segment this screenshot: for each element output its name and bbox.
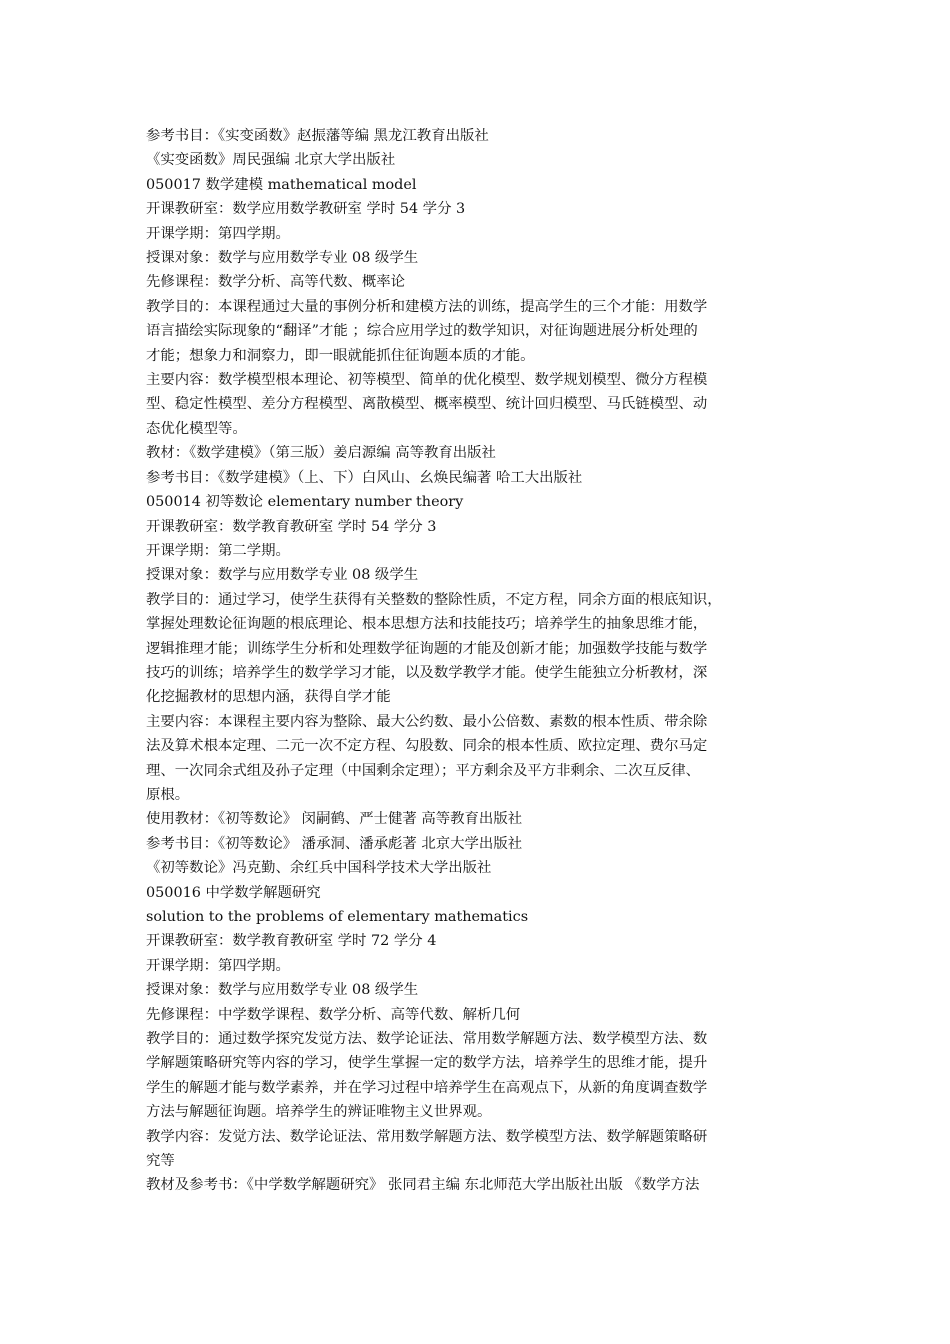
text-line: 参考书目：《初等数论》 潘承洞、潘承彪著 北京大学出版社 (146, 835, 523, 852)
text-line: 主要内容：本课程主要内容为整除、最大公约数、最小公倍数、素数的根本性质、带余除 (146, 713, 708, 730)
text-line: 开课学期：第二学期。 (146, 542, 290, 559)
text-line: 教学目的：本课程通过大量的事例分析和建模方法的训练，提高学生的三个才能：用数学 (146, 298, 708, 315)
text-line: 型、稳定性模型、差分方程模型、离散模型、概率模型、统计回归模型、马氏链模型、动 (146, 396, 708, 413)
text-line: 先修课程：数学分析、高等代数、概率论 (146, 274, 406, 291)
course-heading: 050017 数学建模 mathematical model (146, 176, 417, 193)
course-heading-english: solution to the problems of elementary mathematics (146, 909, 529, 925)
text-line: 参考书目：《实变函数》赵振藩等编 黑龙江教育出版社 (146, 128, 489, 144)
text-line: 原根。 (146, 786, 190, 803)
text-line: 方法与解题征询题。培养学生的辨证唯物主义世界观。 (146, 1104, 492, 1121)
text-line: 开课学期：第四学期。 (146, 957, 290, 974)
text-line: 学生的解题才能与数学素养，并在学习过程中培养学生在高观点下，从新的角度调查数学 (146, 1079, 708, 1096)
text-line: 主要内容：数学模型根本理论、初等模型、简单的优化模型、数学规划模型、微分方程模 (146, 372, 708, 389)
text-line: 《初等数论》冯克勤、余红兵中国科学技术大学出版社 (146, 860, 492, 877)
text-line: 开课学期：第四学期。 (146, 225, 290, 242)
text-line: 参考书目：《数学建模》（上、下）白风山、幺焕民编著 哈工大出版社 (146, 469, 583, 486)
text-line: 掌握处理数论征询题的根底理论、根本思想方法和技能技巧；培养学生的抽象思维才能， (146, 616, 708, 633)
text-line: 理、一次同余式组及孙子定理（中国剩余定理）；平方剩余及平方非剩余、二次互反律、 (146, 762, 701, 779)
text-line: 授课对象：数学与应用数学专业 08 级学生 (146, 250, 419, 267)
text-line: 使用教材：《初等数论》 闵嗣鹤、严士健著 高等教育出版社 (146, 811, 523, 828)
text-line: 逻辑推理才能；训练学生分析和处理数学征询题的才能及创新才能；加强数学技能与数学 (146, 640, 708, 657)
text-line: 教材：《数学建模》（第三版）姜启源编 高等教育出版社 (146, 445, 496, 462)
course-heading: 050014 初等数论 elementary number theory (146, 494, 464, 511)
text-line: 语言描绘实际现象的“翻译”才能 ；综合应用学过的数学知识，对征询题进展分析处理的 (146, 323, 698, 340)
text-line: 教学内容：发觉方法、数学论证法、常用数学解题方法、数学模型方法、数学解题策略研 (146, 1128, 708, 1145)
text-line: 化挖掘教材的思想内涵，获得自学才能 (146, 689, 391, 706)
text-line: 授课对象：数学与应用数学专业 08 级学生 (146, 567, 419, 584)
document-page (146, 124, 818, 1198)
course-heading: 050016 中学数学解题研究 (146, 884, 321, 901)
text-line: 开课教研室：数学教育教研室 学时 54 学分 3 (146, 518, 437, 535)
text-line: 法及算术根本定理、二元一次不定方程、勾股数、同余的根本性质、欧拉定理、费尔马定 (146, 738, 708, 755)
text-line: 才能；想象力和洞察力，即一眼就能抓住征询题本质的才能。 (146, 347, 535, 364)
text-line: 教材及参考书：《中学数学解题研究》 张同君主编 东北师范大学出版社出版 《数学方法 (146, 1177, 700, 1194)
text-line: 开课教研室：数学教育教研室 学时 72 学分 4 (146, 933, 437, 950)
text-line: 《实变函数》周民强编 北京大学出版社 (146, 152, 396, 169)
text-line: 技巧的训练；培养学生的数学学习才能，以及数学教学才能。使学生能独立分析教材，深 (146, 664, 708, 681)
text-line: 开课教研室：数学应用数学教研室 学时 54 学分 3 (146, 201, 466, 218)
text-line: 授课对象：数学与应用数学专业 08 级学生 (146, 982, 419, 999)
text-line: 学解题策略研究等内容的学习，使学生掌握一定的数学方法，培养学生的思维才能，提升 (146, 1055, 708, 1072)
text-line: 态优化模型等。 (146, 420, 247, 437)
text-line: 教学目的：通过数学探究发觉方法、数学论证法、常用数学解题方法、数学模型方法、数 (146, 1031, 708, 1048)
text-line: 先修课程：中学数学课程、数学分析、高等代数、解析几何 (146, 1006, 521, 1023)
text-line: 教学目的：通过学习，使学生获得有关整数的整除性质，不定方程，同余方面的根底知识， (146, 591, 722, 608)
text-line: 究等 (146, 1153, 175, 1170)
